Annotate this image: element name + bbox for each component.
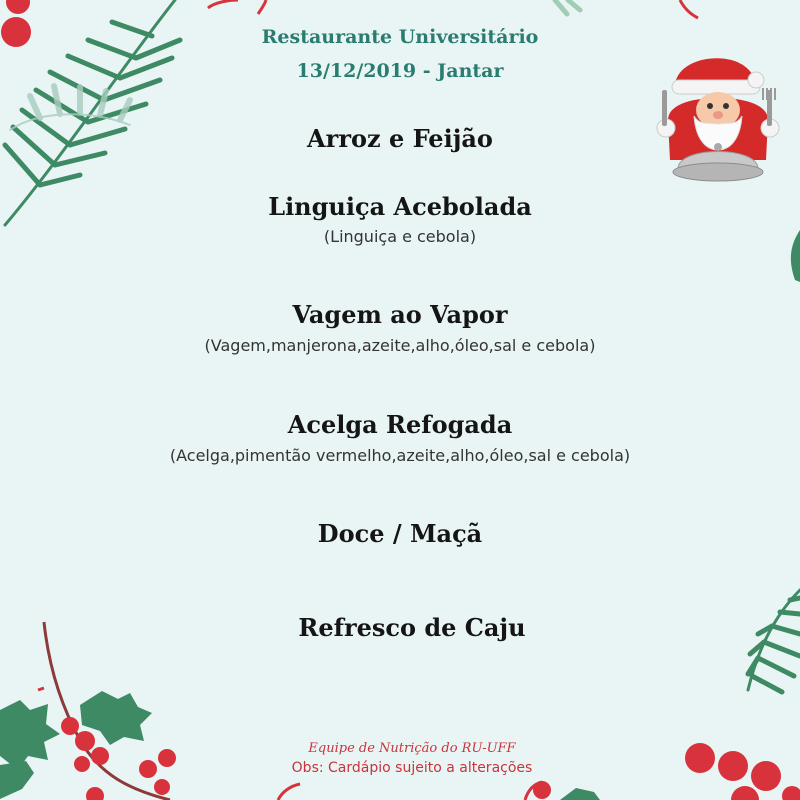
menu-item-name: Refresco de Caju <box>298 613 526 642</box>
red-sprig-top-icon <box>208 0 238 8</box>
menu-item-name: Arroz e Feijão <box>307 124 493 153</box>
menu-item-name: Linguiça Acebolada <box>268 192 532 221</box>
date-meal-subtitle: 13/12/2019 - Jantar <box>296 60 504 82</box>
menu-item-ingredients: (Vagem,manjerona,azeite,alho,óleo,sal e cebola) <box>204 336 596 355</box>
menu-item-ingredients: (Acelga,pimentão vermelho,azeite,alho,óleo,sal e cebola) <box>169 446 631 465</box>
restaurant-title: Restaurante Universitário <box>261 26 539 48</box>
menu-item-name: Doce / Maçã <box>317 519 483 548</box>
menu-disclaimer-note: Obs: Cardápio sujeito a alterações <box>291 760 533 776</box>
nutrition-team-credit: Equipe de Nutrição do RU-UFF <box>308 741 516 756</box>
menu-item-name: Acelga Refogada <box>287 410 513 439</box>
menu-item-name: Vagem ao Vapor <box>292 300 508 329</box>
menu-item-ingredients: (Linguiça e cebola) <box>323 227 477 246</box>
